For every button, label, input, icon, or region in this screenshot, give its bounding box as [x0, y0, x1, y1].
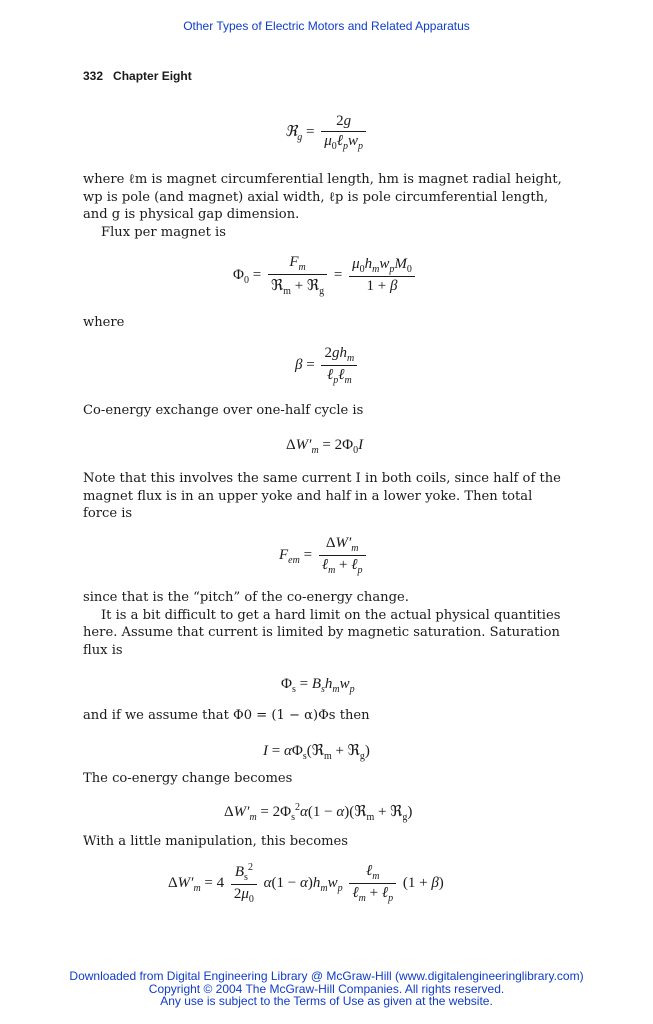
equation-current: $I = \alpha\Phi_s(ℜ_m$ + ℜ$_g$): [263, 743, 370, 762]
chapter-title: Chapter Eight: [113, 69, 192, 83]
text-line: where ℓm is magnet circumferential length, hm is magnet radial height,: [83, 172, 562, 187]
equation-final-coenergy: $\Delta W'_m = 4$ $\frac{B_s^2}{2\mu_0}$ $\alpha(1 - \alpha)h_mw_p$ $\frac{\ell_m}{\ell_m + \ell_p}$ (1 + β): [168, 862, 444, 905]
equation-force: $F_{em}$ = $\frac{\Delta W'_m}{\ell_m + \ell_p}$: [279, 535, 369, 576]
text-line: force is: [83, 506, 133, 521]
text-line: and if we assume that Φ0 = (1 − α)Φs then: [83, 708, 370, 723]
page-number: 332: [83, 69, 104, 83]
paragraph-coenergy-change: [83, 770, 573, 788]
equation-gap-reluctance: ℜ$_g$ = $\frac{2g}{\mu_0\ell_pw_p}$: [285, 113, 369, 152]
text-line: and g is physical gap dimension.: [83, 207, 300, 222]
text-line: since that is the “pitch” of the co-energy change.: [83, 590, 409, 605]
text-line: wp is pole (and magnet) axial width, ℓp is pole circumferential length,: [83, 189, 549, 205]
paragraph-current-note: [83, 470, 573, 523]
equation-coenergy-change: $\Delta W'_m = 2\Phi_s^2\alpha(1$ − α)(ℜ$_m$ + ℜ$_g$): [224, 802, 413, 823]
text-line: Co-energy exchange over one-half cycle is: [83, 403, 364, 418]
text-line: Flux per magnet is: [101, 224, 226, 240]
text-line: The co-energy change becomes: [83, 771, 293, 786]
paragraph-coenergy-exchange: [83, 402, 573, 420]
chapter-heading: [83, 69, 202, 83]
paragraph-saturation: [83, 589, 573, 659]
equation-coenergy-exchange: $\Delta W'_m = 2\Phi_0I$: [286, 437, 364, 456]
paragraph-manipulation: [83, 833, 573, 851]
copyright-footer: [0, 970, 653, 1008]
equation-beta: β = $\frac{2gh_m}{\ell_p\ell_m}$: [295, 345, 360, 386]
paragraph-definitions: [83, 171, 573, 241]
equation-flux-per-magnet: $\Phi_0$ = $\frac{F_m}{ℜ_m + ℜ_g}$ = $\frac{\mu_0h_mw_pM_0}{1 + \beta}$: [233, 254, 418, 297]
paragraph-where: [83, 314, 573, 332]
text-line: With a little manipulation, this becomes: [83, 834, 348, 849]
text-line: It is a bit difficult to get a hard limit on the actual physical quantities: [101, 607, 561, 623]
running-header: Other Types of Electric Motors and Related Apparatus: [183, 19, 470, 33]
equation-saturation-flux: $\Phi_s = B_sh_mw_p$: [281, 676, 355, 695]
text-line: magnet flux is in an upper yoke and half in a lower yoke. Then total: [83, 488, 533, 504]
text-line: where: [83, 315, 125, 330]
footer-copyright-line: Copyright © 2004 The McGraw-Hill Companies. All rights reserved.: [148, 981, 505, 996]
paragraph-assume: [83, 707, 573, 725]
text-line: Note that this involves the same current I in both coils, since half of the: [83, 471, 561, 486]
text-line: here. Assume that current is limited by magnetic saturation. Saturation: [83, 625, 560, 640]
text-line: flux is: [83, 642, 123, 658]
footer-download-line[interactable]: Downloaded from Digital Engineering Library @ McGraw-Hill (www.digitalengineeringlibrary.com): [69, 969, 584, 983]
footer-terms-line[interactable]: Any use is subject to the Terms of Use as given at the website.: [160, 994, 493, 1008]
